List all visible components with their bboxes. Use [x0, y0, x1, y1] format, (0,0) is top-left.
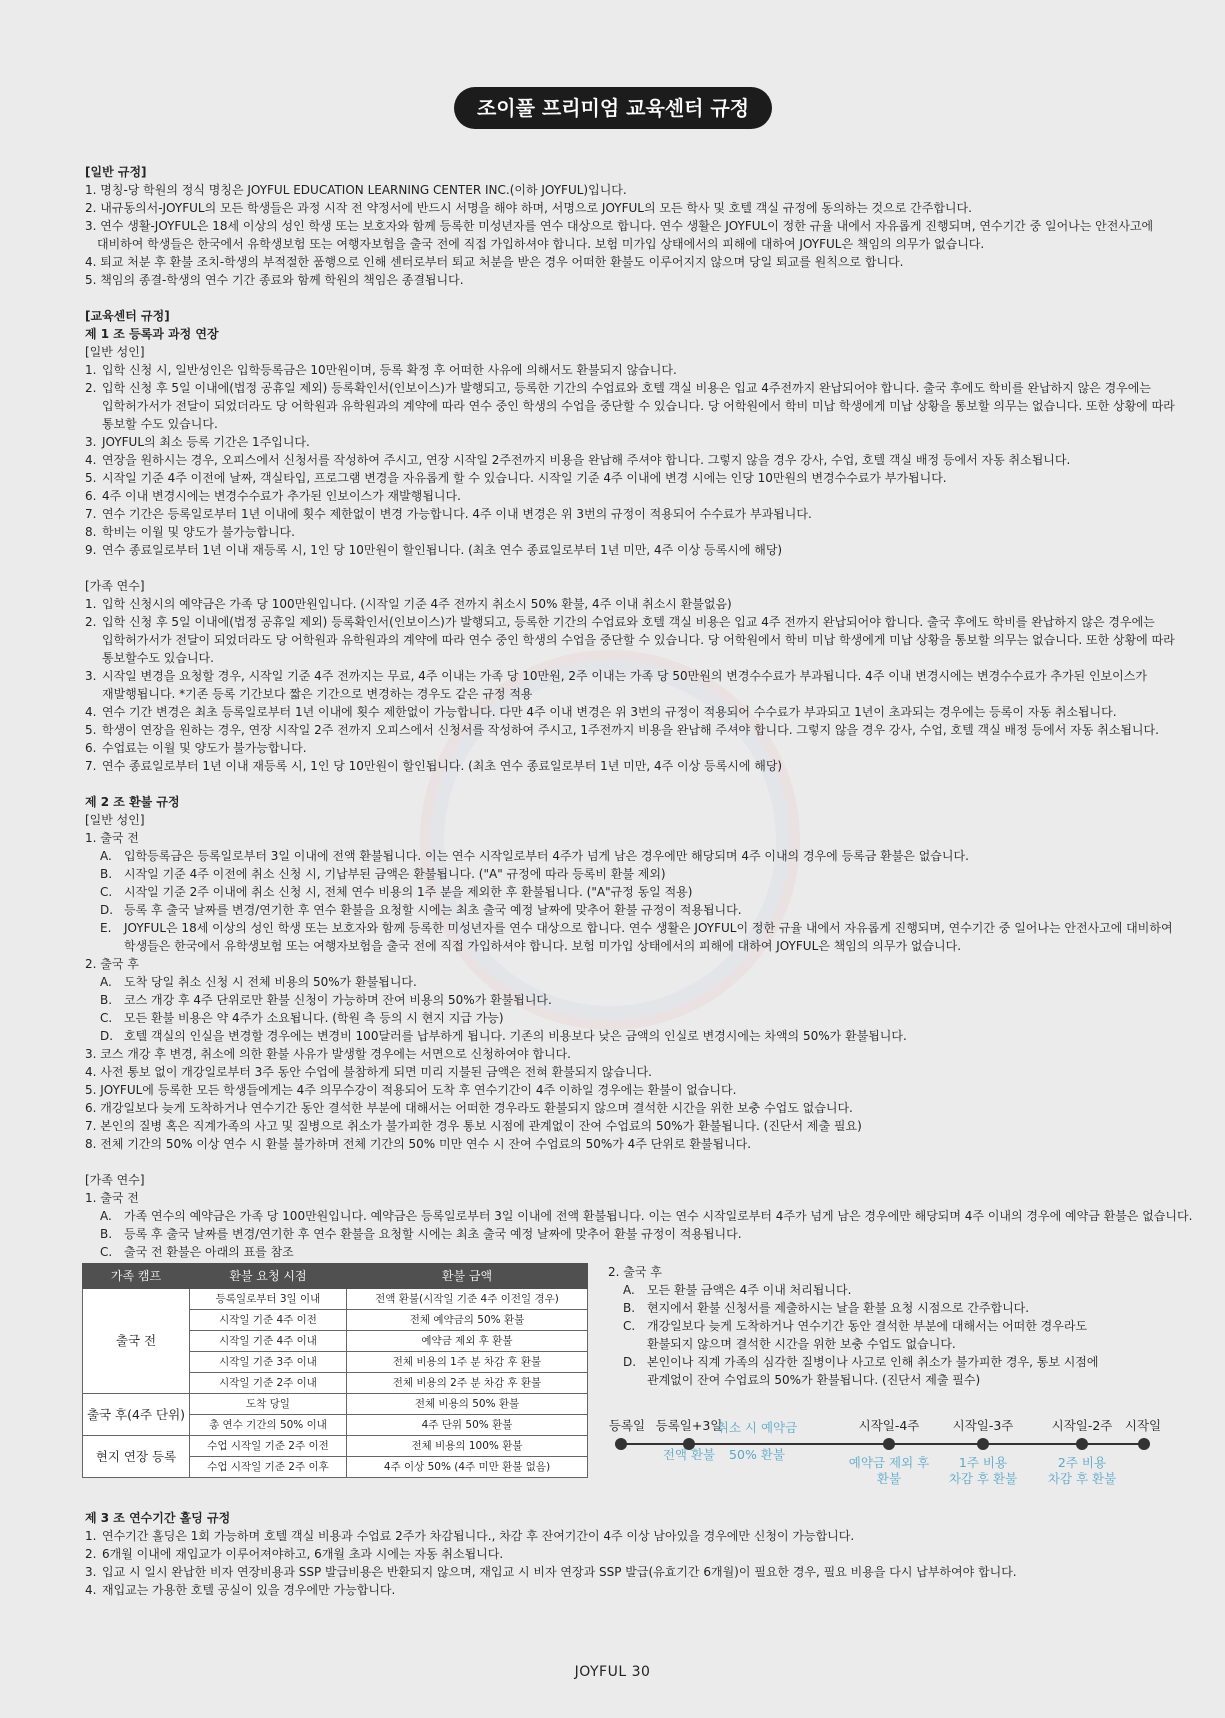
list-item [85, 451, 1170, 469]
timeline-dot [883, 1438, 895, 1450]
item-line: 현지에서 환불 신청서를 제출하시는 날을 환불 요청 시점으로 간주합니다. [647, 1301, 1030, 1315]
item-line: 입학허가서가 전달이 되었더라도 당 어학원과 유학원과의 계약에 따라 연수 중인 학생의 수업을 중단할 수 있습니다. 당 어학원에서 학비 미납 학생에게 미납 상황을 통보할 의무는 없습니다. 또한 상황에 따라 [102, 399, 1175, 413]
table-cell: 수업 시작일 기준 2주 이후 [190, 1457, 347, 1478]
item-marker: D. [623, 1355, 637, 1369]
table-row [83, 1289, 588, 1310]
item-marker: 3. [85, 435, 97, 449]
item-marker: B. [623, 1301, 636, 1315]
item-marker: B. [100, 1227, 113, 1241]
timeline-sublabel-line: 차감 후 환불 [1047, 1471, 1117, 1486]
table-row [83, 1394, 588, 1415]
item-line: 입학등록금은 등록일로부터 3일 이내에 전액 환불됩니다. 이는 연수 시작일로부터 4주가 넘게 남은 경우에만 해당되며 4주 이내의 경우에 등록금 환불은 없습니다. [124, 849, 969, 863]
item-line: 코스 개강 후 4주 단위로만 환불 신청이 가능하며 잔여 비용의 50%가 환불됩니다. [124, 993, 552, 1007]
item-marker: 8. [85, 525, 97, 539]
table-cell: 총 연수 기간의 50% 이내 [190, 1415, 347, 1436]
item-text [124, 973, 1170, 991]
item-text [102, 451, 1170, 469]
item-text [647, 1317, 1168, 1353]
timeline-dot [615, 1438, 627, 1450]
item-marker: 1. [85, 1529, 97, 1543]
item-line: 5. 책임의 종결-학생의 연수 기간 종료와 함께 학원의 책임은 종결됩니다. [85, 273, 464, 287]
item-line: 수업료는 이월 및 양도가 불가능합니다. [102, 741, 307, 755]
item-text [124, 1243, 1170, 1261]
list-item [85, 433, 1170, 451]
item-marker: 6. [85, 741, 97, 755]
item-line: 통보할 수도 있습니다. [102, 417, 218, 431]
table-cell: 시작일 기준 3주 이내 [190, 1352, 347, 1373]
center-heading: [교육센터 규정] [85, 309, 170, 323]
item-text [124, 901, 1170, 919]
item-text [102, 1581, 1170, 1599]
item-marker: D. [100, 903, 114, 917]
table-group-cell: 출국 후(4주 단위) [83, 1394, 190, 1436]
item-line: 통보할수도 있습니다. [102, 651, 214, 665]
item-text [102, 505, 1170, 523]
item-text [647, 1299, 1168, 1317]
item-text [102, 757, 1170, 775]
list-item [85, 1243, 1170, 1261]
item-marker: 4. [85, 453, 97, 467]
timeline-sublabel [1048, 1455, 1116, 1487]
timeline-dot [1138, 1438, 1150, 1450]
list-item [608, 1317, 1168, 1353]
timeline-label: 등록일 [608, 1418, 646, 1433]
document-body [85, 163, 1193, 1617]
general-rules [85, 163, 1170, 289]
timeline-label: 시작일-3주 [952, 1418, 1014, 1433]
item-marker: D. [100, 1029, 114, 1043]
list-item [85, 901, 1170, 919]
item-marker: B. [100, 993, 113, 1007]
item-line: 시작일 기준 4주 이전에 취소 신청 시, 기납부된 금액은 환불됩니다. ("A" 규정에 따라 등록비 환불 제외) [124, 867, 666, 881]
list-item [85, 973, 1170, 991]
list-item [85, 1545, 1170, 1563]
list-item [85, 757, 1170, 775]
item-line: JOYFUL은 18세 이상의 성인 학생 또는 보호자와 함께 등록한 미성년자를 연수 대상으로 합니다. 연수 생활은 JOYFUL이 정한 규율 내에서 자유롭게 진행되며, 연수기간 중 일어나는 안전사고에 대비하여 [124, 921, 1173, 935]
item-marker: E. [100, 921, 112, 935]
item-line: 호텔 객실의 인실을 변경할 경우에는 변경비 100달러를 납부하게 됩니다. 기존의 비용보다 낮은 금액의 인실로 변경시에는 차액의 50%가 환불됩니다. [124, 1029, 907, 1043]
item-marker: 1. [85, 597, 97, 611]
item-text [124, 1027, 1170, 1045]
art2-adult-label: [일반 성인] [85, 813, 145, 827]
art2-after-items [85, 973, 1170, 1045]
art2-family-before-label: 1. 출국 전 [85, 1191, 139, 1205]
item-line: 등록 후 출국 날짜를 변경/연기한 후 연수 환불을 요청할 시에는 최초 출국 예정 날짜에 맞추어 환불 규정이 적용됩니다. [124, 1227, 742, 1241]
item-line: 관계없이 잔여 수업료의 50%가 환불됩니다. (진단서 제출 필수) [647, 1373, 981, 1387]
list-item [85, 1225, 1170, 1243]
table-cell: 시작일 기준 4주 이전 [190, 1310, 347, 1331]
item-marker: 5. [85, 723, 97, 737]
table-cell: 시작일 기준 2주 이내 [190, 1373, 347, 1394]
timeline-sublabel-line: 2주 비용 [1057, 1455, 1107, 1470]
timeline-sublabel [663, 1447, 715, 1463]
list-item: 4. 사전 통보 없이 개강일로부터 3주 동안 수업에 불참하게 되면 미리 지불된 금액은 전혀 환불되지 않습니다. [85, 1065, 652, 1079]
item-line: 출국 전 환불은 아래의 표를 참조 [124, 1245, 294, 1259]
list-item [85, 487, 1170, 505]
item-marker: A. [100, 849, 112, 863]
item-marker: C. [100, 885, 113, 899]
table-cell: 전액 환불(시작일 기준 4주 이전일 경우) [347, 1289, 588, 1310]
timeline-label: 시작일-4주 [858, 1418, 920, 1433]
item-marker: 4. [85, 1583, 97, 1597]
item-text [102, 739, 1170, 757]
item-text [647, 1353, 1168, 1389]
item-marker: B. [100, 867, 113, 881]
item-marker: 4. [85, 705, 97, 719]
list-item [85, 721, 1170, 739]
item-text [102, 541, 1170, 559]
item-text [102, 1563, 1170, 1581]
table-cell: 4주 이상 50% (4주 미만 환불 없음) [347, 1457, 588, 1478]
table-cell: 등록일로부터 3일 이내 [190, 1289, 347, 1310]
timeline-sublabel-line: 1주 비용 [958, 1455, 1008, 1470]
item-text [102, 523, 1170, 541]
art2-family-label: [가족 연수] [85, 1173, 145, 1187]
family-after-rules [608, 1263, 1168, 1389]
item-line: 1. 명칭-당 학원의 정식 명칭은 JOYFUL EDUCATION LEARNING CENTER INC.(이하 JOYFUL)입니다. [85, 183, 627, 197]
table-cell: 전체 비용의 50% 환불 [347, 1394, 588, 1415]
item-line: 6개월 이내에 재입교가 이루어져야하고, 6개월 초과 시에는 자동 취소됩니다. [102, 1547, 504, 1561]
list-item [85, 217, 1170, 253]
item-text [102, 667, 1170, 703]
item-text [102, 595, 1170, 613]
article-1-heading: 제 1 조 등록과 과정 연장 [85, 327, 219, 341]
timeline-sublabel [729, 1447, 785, 1463]
item-line: 재발행됩니다. *기존 등록 기간보다 짧은 기간으로 변경하는 경우도 같은 규정 적용 [102, 687, 533, 701]
table-cell: 전체 예약금의 50% 환불 [347, 1310, 588, 1331]
item-text [102, 379, 1175, 433]
item-line: 학생들은 한국에서 유학생보험 또는 여행자보험을 출국 전에 직접 가입하셔야 합니다. 보험 미가입 상태에서의 피해에 대하여 JOYFUL은 책임의 의무가 없습니다. [124, 939, 962, 953]
timeline-sublabel-line: 차감 후 환불 [948, 1471, 1018, 1486]
timeline-label: 취소 시 예약금 [716, 1420, 798, 1435]
item-text [124, 865, 1170, 883]
list-item [85, 865, 1170, 883]
item-line: 입학 신청 후 5일 이내에(법정 공휴일 제외) 등록확인서(인보이스)가 발행되고, 등록한 기간의 수업료와 호텔 객실 비용은 입교 4주 전까지 완납되어야 합니다. 출국 후에도 학비를 완납하지 않은 경우에는 [102, 615, 1155, 629]
art1-adult-items [85, 361, 1175, 559]
item-text [124, 1009, 1170, 1027]
item-text [102, 361, 1170, 379]
family-after-items [608, 1281, 1168, 1389]
item-line: 연수 종료일로부터 1년 이내 재등록 시, 1인 당 10만원이 할인됩니다. (최초 연수 종료일로부터 1년 미만, 4주 이상 등록시에 해당) [102, 759, 783, 773]
item-marker: 1. [85, 363, 97, 377]
item-text [124, 1225, 1170, 1243]
art2-after-label: 2. 출국 후 [85, 957, 139, 971]
list-item [85, 847, 1170, 865]
art1-adult [85, 343, 1175, 559]
item-line: 4. 퇴교 처분 후 환불 조치-학생의 부적절한 품행으로 인해 센터로부터 퇴교 처분을 받은 경우 어떠한 환불도 이루어지지 않으며 당일 퇴교를 원칙으로 합니다. [85, 255, 904, 269]
list-item [85, 1581, 1170, 1599]
item-line: 시작일 변경을 요청할 경우, 시작일 기준 4주 전까지는 무료, 4주 이내는 가족 당 10만원, 2주 이내는 가족 당 50만원의 변경수수료가 부과됩니다. 4주 이내 변경시에는 변경수수료가 추가된 인보이스가 [102, 669, 1147, 683]
list-item [85, 613, 1175, 667]
list-item: 6. 개강일보다 늦게 도착하거나 연수기간 동안 결석한 부분에 대해서는 어떠한 경우라도 환불되지 않으며 결석한 시간을 위한 보충 수업도 없습니다. [85, 1101, 853, 1115]
list-item [85, 1009, 1170, 1027]
item-marker: 3. [85, 669, 97, 683]
table-header: 환불 요청 시점 [190, 1264, 347, 1289]
item-text [102, 433, 1170, 451]
list-item [85, 883, 1170, 901]
list-item [608, 1299, 1168, 1317]
timeline-sublabel-line: 예약금 제외 후 [848, 1455, 930, 1470]
item-line: 시작일 기준 2주 이내에 취소 신청 시, 전체 연수 비용의 1주 분을 제외한 후 환불됩니다. ("A"규정 동일 적용) [124, 885, 693, 899]
list-item [608, 1281, 1168, 1299]
art2-rest-items [85, 1045, 1170, 1153]
art3-items [85, 1527, 1170, 1599]
item-line: 학비는 이월 및 양도가 불가능합니다. [102, 525, 295, 539]
table-cell: 전체 비용의 1주 분 차감 후 환불 [347, 1352, 588, 1373]
item-line: 재입교는 가용한 호텔 공실이 있을 경우에만 가능합니다. [102, 1583, 396, 1597]
list-item: 3. 코스 개강 후 변경, 취소에 의한 환불 사유가 발생할 경우에는 서면으로 신청하여야 합니다. [85, 1047, 571, 1061]
table-header-row [83, 1264, 588, 1289]
item-line: 모든 환불 비용은 약 4주가 소요됩니다. (학원 측 등의 시 현지 지급 가능) [124, 1011, 504, 1025]
list-item [85, 1027, 1170, 1045]
list-item [85, 361, 1170, 379]
list-item [85, 505, 1170, 523]
item-line: JOYFUL의 최소 등록 기간은 1주입니다. [102, 435, 310, 449]
item-marker: C. [100, 1245, 113, 1259]
item-marker: 7. [85, 759, 97, 773]
family-after-label: 2. 출국 후 [608, 1265, 662, 1279]
item-line: 시작일 기준 4주 이전에 날짜, 객실타입, 프로그램 변경을 자유롭게 할 수 있습니다. 시작일 기준 4주 이내에 변경 시에는 인당 10만원의 변경수수료가 부가됩니다. [102, 471, 947, 485]
item-line: 대비하여 학생들은 한국에서 유학생보험 또는 여행자보험을 출국 전에 직접 가입하셔야 합니다. 보험 미가입 상태에서의 피해에 대하여 JOYFUL은 책임의 의무가 없습니다. [97, 237, 985, 251]
timeline-sublabel-line: 환불 [876, 1471, 902, 1486]
timeline-label: 시작일 [1124, 1418, 1162, 1433]
timeline-label: 등록일+3일 [655, 1418, 723, 1433]
refund-timeline [599, 1417, 1171, 1489]
timeline-sublabel [849, 1455, 929, 1487]
list-item [85, 595, 1170, 613]
item-line: 도착 당일 취소 신청 시 전체 비용의 50%가 환불됩니다. [124, 975, 417, 989]
list-item [85, 1207, 1193, 1225]
refund-table [82, 1263, 588, 1478]
item-marker: 7. [85, 507, 97, 521]
table-header: 환불 금액 [347, 1264, 588, 1289]
timeline-dot [1076, 1438, 1088, 1450]
list-item [85, 379, 1175, 433]
item-text [102, 1527, 1170, 1545]
item-text [102, 721, 1170, 739]
table-cell: 4주 단위 50% 환불 [347, 1415, 588, 1436]
timeline-sublabel [949, 1455, 1017, 1487]
list-item [85, 271, 1170, 289]
item-text [102, 1545, 1170, 1563]
item-line: 입학 신청시의 예약금은 가족 당 100만원입니다. (시작일 기준 4주 전까지 취소시 50% 환불, 4주 이내 취소시 환불없음) [102, 597, 732, 611]
item-marker: C. [623, 1319, 636, 1333]
table-cell: 수업 시작일 기준 2주 이전 [190, 1436, 347, 1457]
general-heading: [일반 규정] [85, 165, 147, 179]
art1-family [85, 577, 1175, 775]
art1-adult-label: [일반 성인] [85, 345, 145, 359]
list-item: 5. JOYFUL에 등록한 모든 학생들에게는 4주 의무수강이 적용되어 도착 후 연수기간이 4주 이하일 경우에는 환불이 없습니다. [85, 1083, 737, 1097]
item-line: 가족 연수의 예약금은 가족 당 100만원입니다. 예약금은 등록일로부터 3일 이내에 전액 환불됩니다. 이는 연수 시작일로부터 4주가 넘게 남은 경우에만 해당되며 4주 이내의 경우에 예약금 환불은 없습니다. [124, 1209, 1193, 1223]
art2-family-items [85, 1207, 1193, 1261]
list-item [85, 1563, 1170, 1581]
item-line: 입학허가서가 전달이 되었더라도 당 어학원과 유학원과의 계약에 따라 연수 중인 학생의 수업을 중단할 수 있습니다. 당 어학원에서 학비 미납 학생에게 미납 상황을 통보할 의무는 없습니다. 또한 상황에 따라 [102, 633, 1175, 647]
item-text [124, 883, 1170, 901]
item-line: 연수기간 홀딩은 1회 가능하며 호텔 객실 비용과 수업료 2주가 차감됩니다., 차감 후 잔여기간이 4주 이상 남아있을 경우에만 신청이 가능합니다. [102, 1529, 855, 1543]
art3 [85, 1509, 1170, 1599]
item-line: 연수 기간은 등록일로부터 1년 이내에 횟수 제한없이 변경 가능합니다. 4주 이내 변경은 위 3번의 규정이 적용되어 수수료가 부과됩니다. [102, 507, 812, 521]
item-marker: 2. [85, 1547, 97, 1561]
item-marker: 6. [85, 489, 97, 503]
art2-family [85, 1171, 1193, 1489]
list-item [85, 541, 1170, 559]
item-line: 등록 후 출국 날짜를 변경/연기한 후 연수 환불을 요청할 시에는 최초 출국 예정 날짜에 맞추어 환불 규정이 적용됩니다. [124, 903, 742, 917]
item-line: 개강일보다 늦게 도착하거나 연수기간 동안 결석한 부분에 대해서는 어떠한 경우라도 [647, 1319, 1088, 1333]
list-item: 8. 전체 기간의 50% 이상 연수 시 환불 불가하며 전체 기간의 50% 미만 연수 시 잔여 수업료의 50%가 4주 단위로 환불됩니다. [85, 1137, 752, 1151]
general-items [85, 181, 1170, 289]
item-marker: 3. [85, 1565, 97, 1579]
art2-before-items [85, 847, 1173, 955]
item-line: 학생이 연장을 원하는 경우, 연장 시작일 2주 전까지 오피스에서 신청서를 작성하여 주시고, 1주전까지 비용을 완납해 주셔야 합니다. 그렇지 않을 경우 강사, 수업, 호텔 객실 배정 등에서 자동 취소됩니다. [102, 723, 1159, 737]
item-line: 연수 기간 변경은 최초 등록일로부터 1년 이내에 횟수 제한없이 가능합니다. 다만 4주 이내 변경은 위 3번의 규정이 적용되어 수수료가 부과되고 1년이 초과되는 경우에는 등록이 자동 취소됩니다. [102, 705, 1117, 719]
item-text [102, 703, 1170, 721]
art1-family-items [85, 595, 1175, 775]
item-marker: 9. [85, 543, 97, 557]
list-item [85, 253, 1170, 271]
refund-section [85, 1263, 1170, 1489]
item-text [124, 991, 1170, 1009]
item-line: 모든 환불 금액은 4주 이내 처리됩니다. [647, 1283, 852, 1297]
art2-adult [85, 811, 1173, 1153]
art1-family-label: [가족 연수] [85, 579, 145, 593]
list-item [608, 1353, 1168, 1389]
item-marker: 5. [85, 471, 97, 485]
list-item [85, 703, 1170, 721]
item-line: 연장을 원하시는 경우, 오피스에서 신청서를 작성하여 주시고, 연장 시작일 2주전까지 비용을 완납해 주셔야 합니다. 그렇지 않을 경우 강사, 수업, 호텔 객실 배정 등에서 자동 취소됩니다. [102, 453, 1071, 467]
list-item [85, 523, 1170, 541]
item-marker: 2. [85, 381, 97, 395]
item-line: 입학 신청 후 5일 이내에(법정 공휴일 제외) 등록확인서(인보이스)가 발행되고, 등록한 기간의 수업료와 호텔 객실 비용은 입교 4주전까지 완납되어야 합니다. 출국 후에도 학비를 완납하지 않은 경우에는 [102, 381, 1151, 395]
list-item [85, 919, 1173, 955]
list-item [85, 181, 1170, 199]
item-text [647, 1281, 1168, 1299]
item-text [102, 613, 1175, 667]
item-text [124, 1207, 1192, 1225]
timeline-sublabel-line: 전액 환불 [662, 1447, 716, 1462]
table-cell: 도착 당일 [190, 1394, 347, 1415]
article-3-heading: 제 3 조 연수기간 홀딩 규정 [85, 1511, 231, 1525]
item-line: 연수 종료일로부터 1년 이내 재등록 시, 1인 당 10만원이 할인됩니다. (최초 연수 종료일로부터 1년 미만, 4주 이상 등록시에 해당) [102, 543, 783, 557]
item-marker: A. [623, 1283, 635, 1297]
list-item [85, 739, 1170, 757]
table-group-cell: 현지 연장 등록 [83, 1436, 190, 1478]
table-cell: 전체 비용의 100% 환불 [347, 1436, 588, 1457]
item-line: 입교 시 일시 완납한 비자 연장비용과 SSP 발급비용은 반환되지 않으며, 재입교 시 비자 연장과 SSP 발급(유효기간 6개월)이 필요한 경우, 필요 비용을 다시 납부하여야 합니다. [102, 1565, 1017, 1579]
list-item [85, 1527, 1170, 1545]
center-rules [85, 307, 1193, 1599]
item-marker: A. [100, 975, 112, 989]
timeline-sublabel-line: 50% 환불 [729, 1447, 785, 1462]
list-item [85, 469, 1170, 487]
timeline-label: 시작일-2주 [1051, 1418, 1113, 1433]
page-footer: JOYFUL 30 [574, 1664, 651, 1680]
table-header: 가족 캠프 [83, 1264, 190, 1289]
list-item [85, 991, 1170, 1009]
table-cell: 전체 비용의 2주 분 차감 후 환불 [347, 1373, 588, 1394]
table-cell: 시작일 기준 4주 이내 [190, 1331, 347, 1352]
table-row [83, 1436, 588, 1457]
timeline-dot [977, 1438, 989, 1450]
item-marker: A. [100, 1209, 112, 1223]
list-item [85, 667, 1170, 703]
table-cell: 예약금 제외 후 환불 [347, 1331, 588, 1352]
item-marker: 2. [85, 615, 97, 629]
list-item: 7. 본인의 질병 혹은 직계가족의 사고 및 질병으로 취소가 불가피한 경우 통보 시점에 관계없이 잔여 수업료의 50%가 환불됩니다. (진단서 제출 필요) [85, 1119, 862, 1133]
item-text [124, 847, 1170, 865]
item-line: 3. 연수 생활-JOYFUL은 18세 이상의 성인 학생 또는 보호자와 함께 등록한 미성년자를 연수 대상으로 합니다. 연수 생활은 JOYFUL이 정한 규율 내에서 자유롭게 진행되며, 연수기간 중 일어나는 안전사고에 [85, 219, 1154, 233]
list-item [85, 199, 1170, 217]
item-text [124, 919, 1173, 955]
item-text [102, 487, 1170, 505]
art2-before-label: 1. 출국 전 [85, 831, 139, 845]
item-line: 2. 내규동의서-JOYFUL의 모든 학생들은 과정 시작 전 약정서에 반드시 서명을 해야 하며, 서명으로 JOYFUL의 모든 학사 및 호텔 객실 규정에 동의하는 것으로 간주합니다. [85, 201, 972, 215]
item-line: 입학 신청 시, 일반성인은 입학등록금은 10만원이며, 등록 확정 후 어떠한 사유에 의해서도 환불되지 않습니다. [102, 363, 677, 377]
table-group-cell: 출국 전 [83, 1289, 190, 1394]
article-2-heading: 제 2 조 환불 규정 [85, 795, 180, 809]
item-line: 본인이나 직계 가족의 심각한 질병이나 사고로 인해 취소가 불가피한 경우, 통보 시점에 [647, 1355, 1099, 1369]
item-line: 환불되지 않으며 결석한 시간을 위한 보충 수업도 없습니다. [647, 1337, 956, 1351]
item-marker: C. [100, 1011, 113, 1025]
item-line: 4주 이내 변경시에는 변경수수료가 추가된 인보이스가 재발행됩니다. [102, 489, 461, 503]
item-text [102, 469, 1170, 487]
page-title: 조이풀 프리미엄 교육센터 규정 [454, 87, 772, 129]
